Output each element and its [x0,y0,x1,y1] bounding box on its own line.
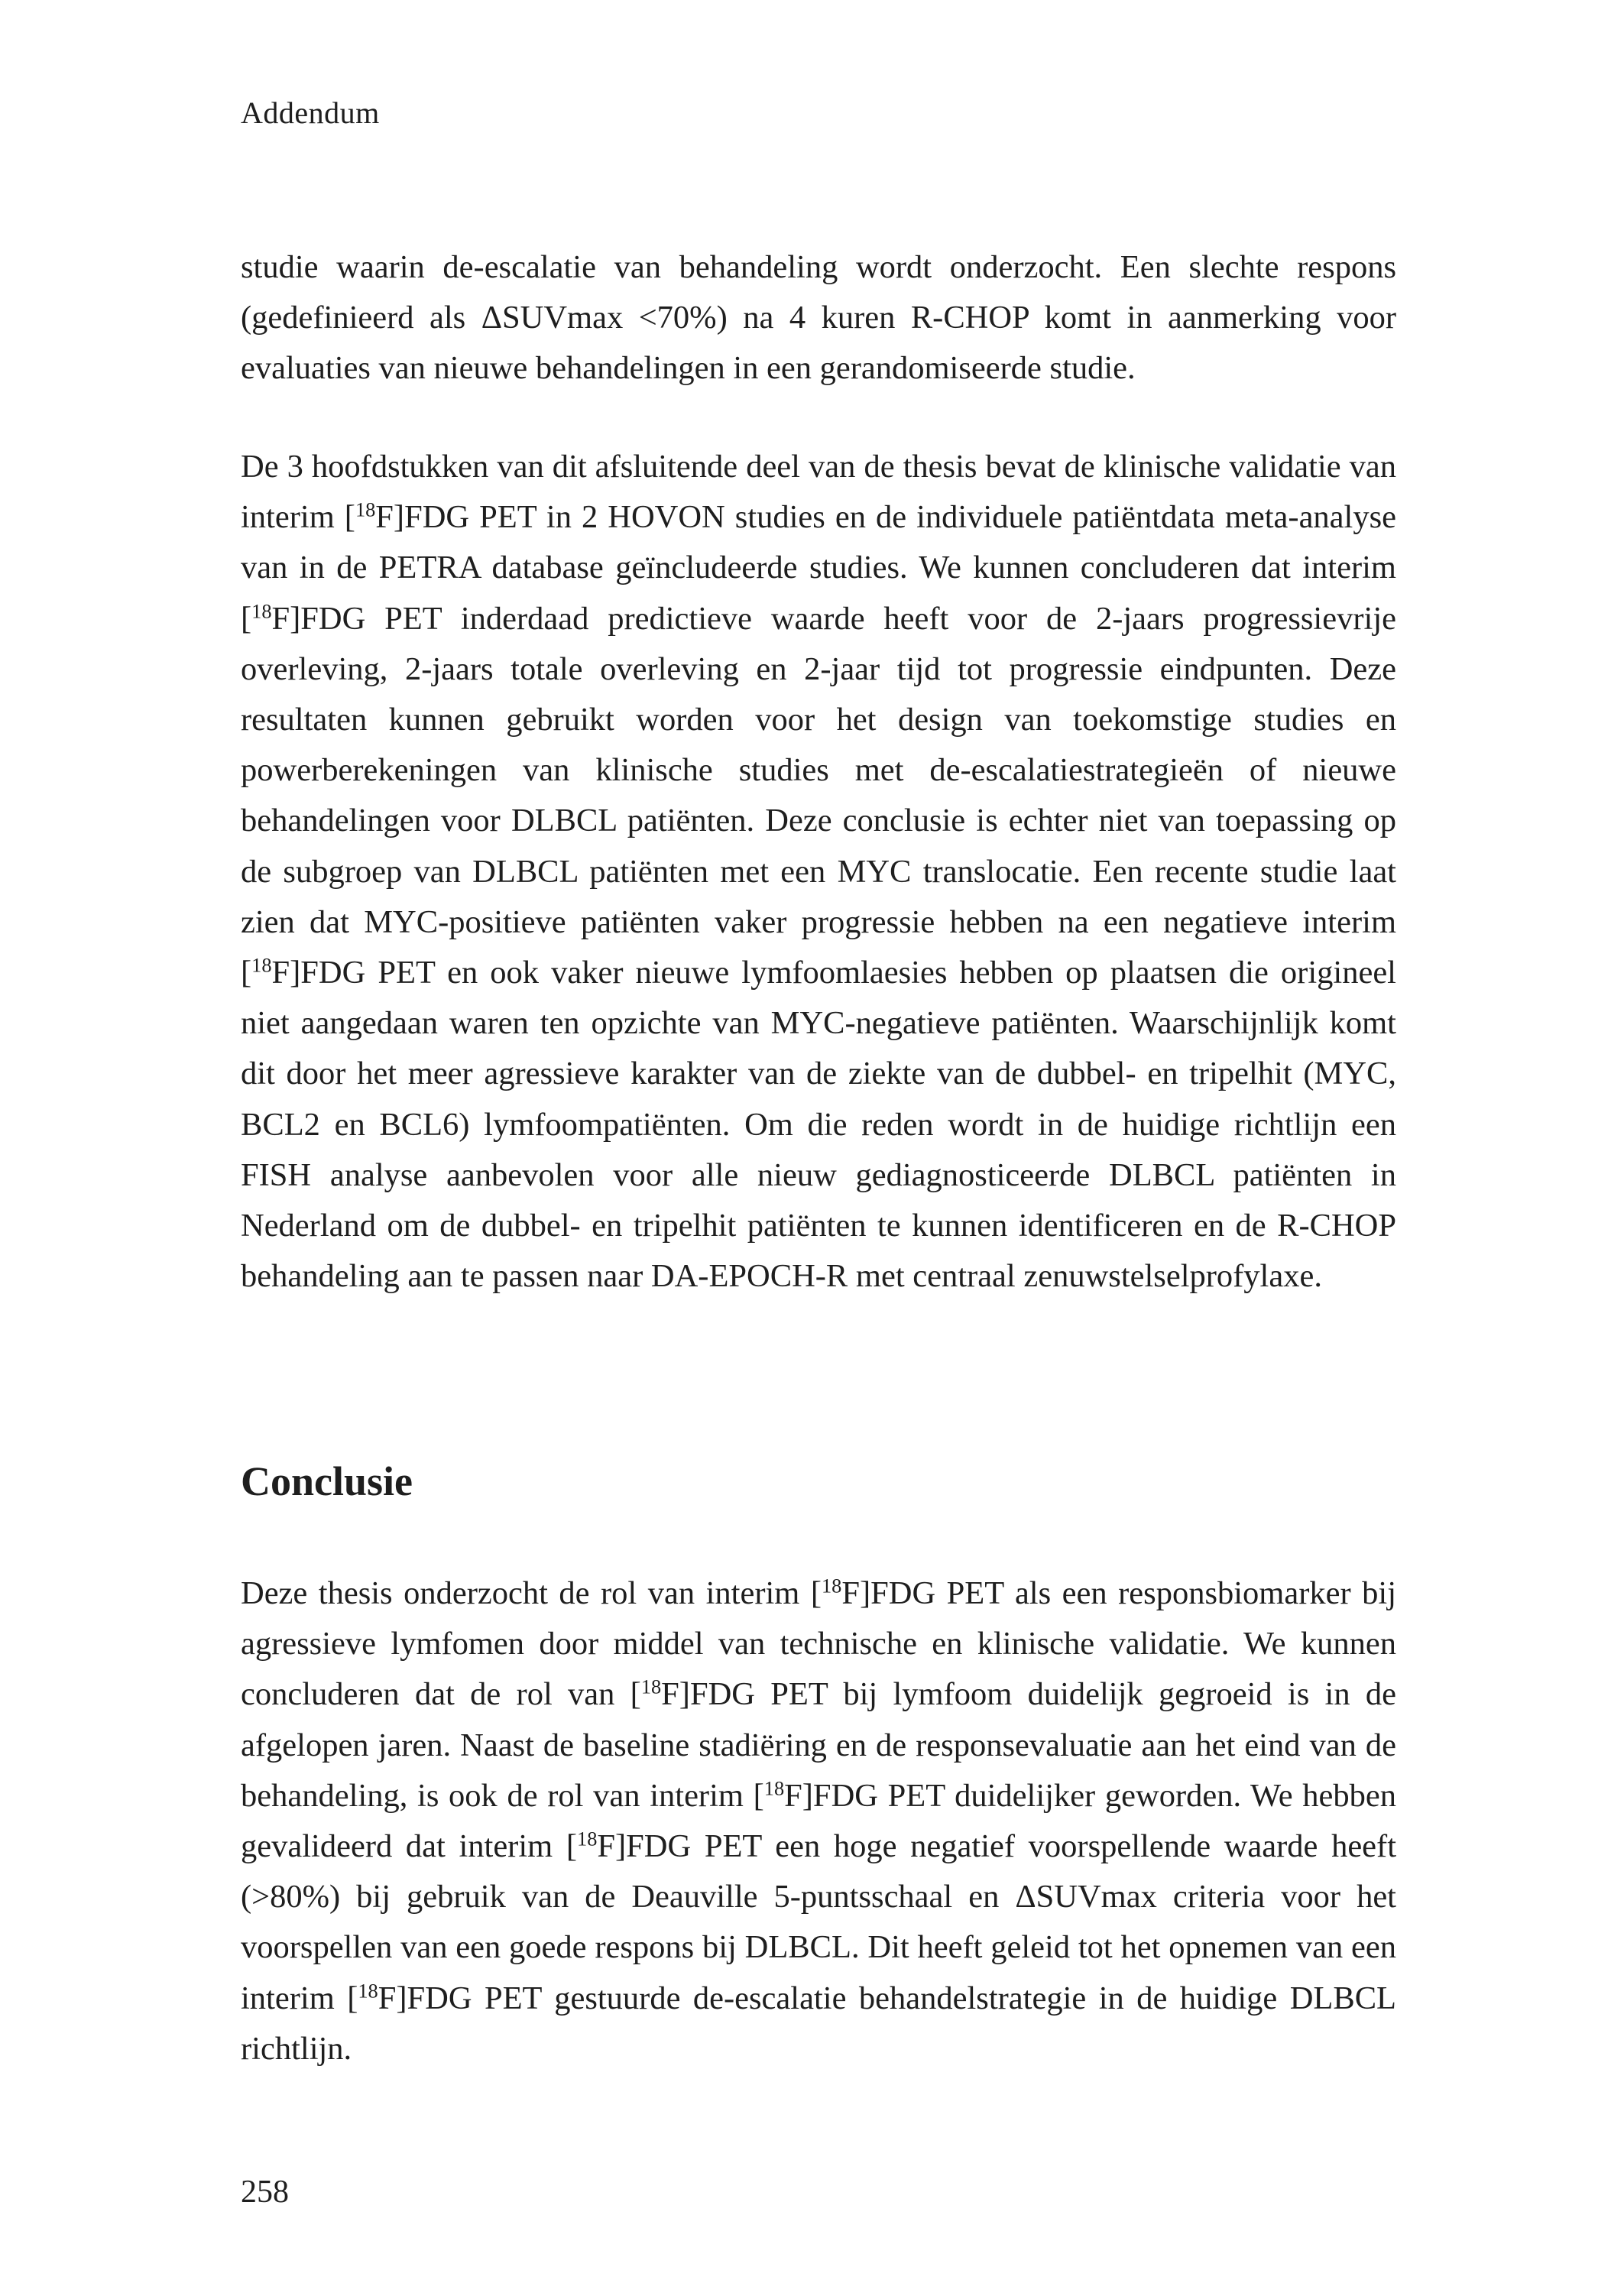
text-segment: De 3 hoofdstukken van dit afsluitende deel van de thesis bevat de klinische validatie van interim [ [241,449,1396,536]
running-header: Addendum [241,96,380,130]
text-segment: F]FDG PET duidelijker geworden. We hebben gevalideerd dat interim [ [241,1777,1396,1865]
isotope-superscript: 18 [355,498,376,521]
isotope-superscript: 18 [763,1777,785,1800]
section-heading-conclusie: Conclusie [241,1458,413,1504]
text-segment: F]FDG PET een hoge negatief voorspellende waarde heeft (>80%) bij gebruik van de Deauville 5-puntsschaal en ΔSUVmax criteria voor het voorspellen van een goede respons bij DLBCL. Dit heeft geleid tot het opnemen van een interim [ [241,1828,1397,2016]
isotope-superscript: 18 [577,1828,598,1850]
isotope-superscript: 18 [822,1575,842,1597]
isotope-superscript: 18 [251,600,272,623]
isotope-superscript: 18 [640,1675,662,1698]
text-segment: F]FDG PET en ook vaker nieuwe lymfoomlaesies hebben op plaatsen die origineel niet aangedaan waren ten opzichte van MYC-negatieve patiënten. Waarschijnlijk komt dit door het meer agressieve karakter van de ziekte van de dubbel- en tripelhit (MYC, BCL2 en BCL6) lymfoompatiënten. Om die reden wordt in de huidige richtlijn een FISH analyse aanbevolen voor alle nieuw gediagnosticeerde DLBCL patiënten in Nederland om de dubbel- en tripelhit patiënten te kunnen identificeren en de R-CHOP behandeling aan te passen naar DA-EPOCH-R met centraal zenuwstelselprofylaxe. [241,955,1396,1295]
text-segment: F]FDG PET gestuurde de-escalatie behandelstrategie in de huidige DLBCL richtlijn. [241,1980,1397,2067]
text-segment: F]FDG PET als een responsbiomarker bij agressieve lymfomen door middel van technische en klinische validatie. We kunnen concluderen dat de rol van [ [241,1575,1396,1713]
text-segment: Deze thesis onderzocht de rol van interim [ [241,1575,822,1611]
text-segment: F]FDG PET inderdaad predictieve waarde heeft voor de 2-jaars progressievrije overleving, 2-jaars totale overleving en 2-jaar tijd tot progressie eindpunten. Deze resultaten kunnen gebruikt worden voor het design van toekomstige studies en powerberekeningen van klinische studies met de-escalatiestrategieën of nieuwe behandelingen voor DLBCL patiënten. Deze conclusie is echter niet van toepassing op de subgroep van DLBCL patiënten met een MYC translocatie. Een recente studie laat zien dat MYC-positieve patiënten vaker progressie hebben na een negatieve interim [ [241,600,1396,991]
isotope-superscript: 18 [251,954,272,977]
text-segment: F]FDG PET in 2 HOVON studies en de individuele patiëntdata meta-analyse van in de PETRA database geïncludeerde studies. We kunnen concluderen dat interim [ [241,499,1397,637]
text-segment: F]FDG PET bij lymfoom duidelijk gegroeid is in de afgelopen jaren. Naast de baseline stadiëring en de responsevaluatie aan het eind van de behandeling, is ook de rol van interim [ [241,1676,1396,1814]
paragraph-validation [241,442,1396,1302]
paragraph-intro: studie waarin de-escalatie van behandeling wordt onderzocht. Een slechte respons (gedefinieerd als ΔSUVmax <70%) na 4 kuren R-CHOP komt in aanmerking voor evaluaties van nieuwe behandelingen in een gerandomiseerde studie. [241,249,1396,387]
page-number: 258 [241,2175,289,2210]
isotope-superscript: 18 [358,1980,378,2003]
paragraph-conclusion [241,1568,1396,2074]
